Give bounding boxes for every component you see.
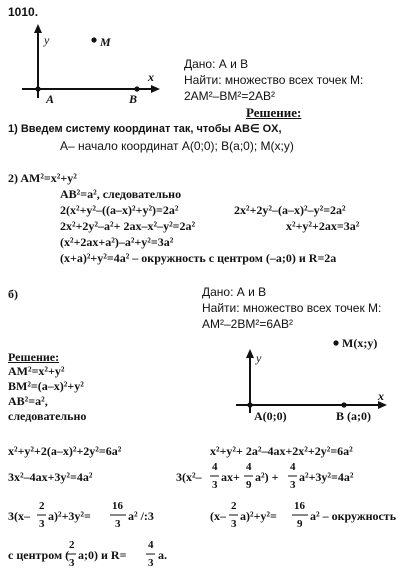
eq3a-frac2-den: 3 [115, 518, 121, 530]
fig2-m-label: M(x;y) [342, 336, 378, 350]
eq3b-frac1-num: 2 [231, 500, 237, 512]
eq3b-part2: a)²+y²= [240, 509, 277, 523]
eq2b-part3: a²) + [255, 470, 279, 484]
fig1-x-label: x [148, 70, 154, 84]
eq3a-frac1-num: 2 [39, 500, 45, 512]
eq4-part2: a;0) и R= [78, 548, 127, 562]
eq2a: 3x²–4ax+3y²=4a² [8, 470, 93, 484]
step2-line3a: 2(x²+y²–((a–x)²+y²)=2a² [60, 203, 179, 217]
given2-line1: Дано: А и В [202, 285, 267, 299]
eq2b-frac3-den: 3 [290, 479, 296, 491]
eq4-part3: a. [158, 548, 167, 562]
eq3a-frac2-num: 16 [112, 500, 123, 512]
fig2-a-label: A(0;0) [254, 409, 287, 423]
fig1-a-label: A [46, 92, 55, 106]
eq3b-frac2-num: 16 [294, 500, 305, 512]
eq3a-part3: a² /:3 [128, 509, 154, 523]
fig1-b-label: B [129, 92, 138, 106]
problem-number: 1010. [8, 5, 39, 19]
fig1-y-label: y [44, 33, 50, 47]
eq2b-frac1-den: 3 [212, 479, 218, 491]
eq3b-part1: (x– [210, 509, 226, 523]
step2-line2: AB²=a², следовательно [60, 187, 182, 201]
eq3b-frac1-den: 3 [231, 518, 237, 530]
given1-line1: Дано: А и В [184, 57, 249, 71]
eq2b-part4: a²+3y²=4a² [299, 470, 354, 484]
step2-line6: (x+a)²+y²=4a² – окружность с центром (–a;0) и R=2a [60, 251, 337, 265]
eq2b-frac2-num: 4 [246, 461, 252, 473]
step2-line5: (x²+2ax+a²)–a²+y²=3a² [60, 235, 174, 249]
fig2-x-label: x [378, 389, 384, 403]
eq4-frac1-num: 2 [69, 539, 75, 551]
eq1a: x²+y²+2(a–x)²+2y²=6a² [8, 444, 122, 458]
part-b-label: б) [8, 287, 18, 301]
eq2b-frac1-num: 4 [212, 461, 218, 473]
fig1-m-label: M [100, 35, 111, 49]
eq4-frac1-den: 3 [69, 557, 75, 569]
solution2-heading: Решение: [8, 350, 60, 364]
step2-line4a: 2x²+2y²–a²+ 2ax–x²–y²=2a² [60, 219, 196, 233]
given1-line3: 2AM²–BM²=2AB² [184, 89, 276, 103]
eq4-part1: с центром ( [8, 548, 70, 562]
given1-line2: Найти: множество всех точек М: [184, 73, 364, 87]
given2-line2: Найти: множество всех точек М: [202, 301, 382, 315]
eq3a-part2: a)²+3y²= [48, 509, 91, 523]
eq2b-part1: 3(x²– [176, 470, 202, 484]
fig2-b-label: B (a;0) [336, 409, 371, 423]
eq4-frac2-den: 3 [148, 557, 154, 569]
eq2b-part2: ax+ [221, 470, 240, 484]
solution2-line4: следовательно [8, 409, 87, 423]
eq2b-frac3-num: 4 [290, 461, 296, 473]
solution2-line3: AB²=a², [8, 394, 48, 408]
solution1-heading: Решение: [246, 105, 302, 120]
eq1b: x²+y²+ 2a²–4ax+2x²+2y²=6a² [210, 444, 353, 458]
eq3a-part1: 3(x– [8, 509, 30, 523]
fig2-y-label: y [256, 351, 262, 365]
eq2b-frac2-den: 9 [246, 479, 252, 491]
eq3b-frac2-den: 9 [297, 518, 303, 530]
step2-line1: 2) AM²=x²+y² [8, 171, 77, 185]
solution2-line2: BM²=(a–x)²+y² [8, 379, 84, 393]
given2-line3: AM²–2BM²=6AB² [202, 317, 294, 331]
step1-line2: А– начало координат A(0;0); B(a;0); M(x;y) [60, 139, 294, 153]
eq3a-frac1-den: 3 [39, 518, 45, 530]
step2-line4b: x²+y²+2ax=3a² [286, 219, 360, 233]
eq3b-part3: a² – окружность [310, 509, 397, 523]
solution2-line1: AM²=x²+y² [8, 364, 65, 378]
eq4-frac2-num: 4 [148, 539, 154, 551]
step1-line1: 1) Введем систему координат так, чтобы AB∈ OX, [8, 123, 282, 135]
step2-line3b: 2x²+2y²–(a–x)²–y²=2a² [234, 203, 346, 217]
